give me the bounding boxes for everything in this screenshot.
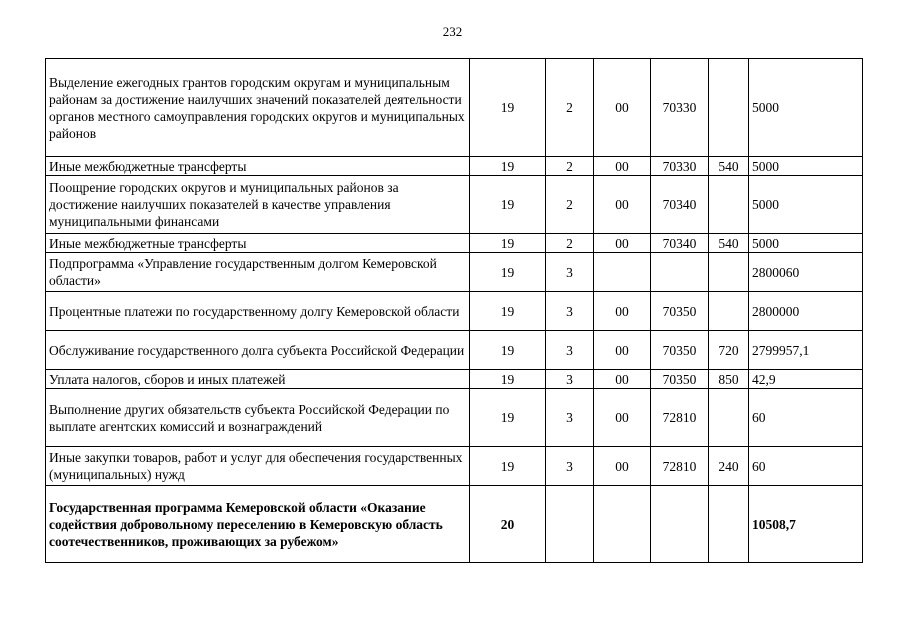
expense-type-code bbox=[709, 292, 749, 331]
table-row bbox=[46, 447, 863, 486]
amount: 2799957,1 bbox=[749, 331, 863, 370]
expense-type-code bbox=[709, 59, 749, 157]
table-row bbox=[46, 292, 863, 331]
subprogram-code: 2 bbox=[546, 59, 594, 157]
table-row bbox=[46, 59, 863, 157]
main-event-code bbox=[594, 486, 651, 563]
direction-code: 70330 bbox=[651, 157, 709, 176]
program-code: 19 bbox=[470, 253, 546, 292]
program-code: 19 bbox=[470, 59, 546, 157]
direction-code bbox=[651, 486, 709, 563]
table-row bbox=[46, 234, 863, 253]
row-name: Государственная программа Кемеровской области «Оказание содействия добровольному переселению в Кемеровскую область соотечественников, проживающих за рубежом» bbox=[46, 486, 470, 563]
amount: 2800000 bbox=[749, 292, 863, 331]
amount: 42,9 bbox=[749, 370, 863, 389]
amount: 10508,7 bbox=[749, 486, 863, 563]
table-row bbox=[46, 253, 863, 292]
subprogram-code bbox=[546, 486, 594, 563]
program-code: 19 bbox=[470, 234, 546, 253]
main-event-code: 00 bbox=[594, 370, 651, 389]
expense-type-code: 850 bbox=[709, 370, 749, 389]
amount: 5000 bbox=[749, 59, 863, 157]
direction-code: 70330 bbox=[651, 59, 709, 157]
subprogram-code: 3 bbox=[546, 370, 594, 389]
direction-code: 70350 bbox=[651, 370, 709, 389]
table-row bbox=[46, 389, 863, 447]
amount: 2800060 bbox=[749, 253, 863, 292]
main-event-code: 00 bbox=[594, 331, 651, 370]
row-name: Обслуживание государственного долга субъекта Российской Федерации bbox=[46, 331, 470, 370]
row-name: Процентные платежи по государственному долгу Кемеровской области bbox=[46, 292, 470, 331]
program-code: 19 bbox=[470, 389, 546, 447]
direction-code: 70350 bbox=[651, 331, 709, 370]
row-name: Иные закупки товаров, работ и услуг для обеспечения государственных (муниципальных) нужд bbox=[46, 447, 470, 486]
table-row bbox=[46, 331, 863, 370]
row-name: Иные межбюджетные трансферты bbox=[46, 157, 470, 176]
main-event-code: 00 bbox=[594, 447, 651, 486]
main-event-code: 00 bbox=[594, 59, 651, 157]
direction-code: 72810 bbox=[651, 389, 709, 447]
amount: 5000 bbox=[749, 157, 863, 176]
table-row bbox=[46, 370, 863, 389]
program-code: 19 bbox=[470, 370, 546, 389]
subprogram-code: 3 bbox=[546, 389, 594, 447]
program-code: 19 bbox=[470, 176, 546, 234]
expense-type-code bbox=[709, 253, 749, 292]
page-number: 232 bbox=[442, 24, 463, 39]
expense-type-code: 540 bbox=[709, 157, 749, 176]
subprogram-code: 3 bbox=[546, 253, 594, 292]
table-row bbox=[46, 157, 863, 176]
program-code: 20 bbox=[470, 486, 546, 563]
row-name: Поощрение городских округов и муниципальных районов за достижение наилучших показателей в качестве управления муниципальными финансами bbox=[46, 176, 470, 234]
direction-code: 70350 bbox=[651, 292, 709, 331]
subprogram-code: 2 bbox=[546, 176, 594, 234]
amount: 60 bbox=[749, 389, 863, 447]
direction-code: 72810 bbox=[651, 447, 709, 486]
expense-type-code bbox=[709, 389, 749, 447]
amount: 60 bbox=[749, 447, 863, 486]
direction-code bbox=[651, 253, 709, 292]
row-name: Выделение ежегодных грантов городским округам и муниципальным районам за достижение наилучших значений показателей деятельности органов местного самоуправления городских округов и муниципальных районов bbox=[46, 59, 470, 157]
expense-type-code: 240 bbox=[709, 447, 749, 486]
table-row bbox=[46, 176, 863, 234]
expense-type-code: 720 bbox=[709, 331, 749, 370]
program-code: 19 bbox=[470, 331, 546, 370]
main-event-code: 00 bbox=[594, 234, 651, 253]
subprogram-code: 3 bbox=[546, 292, 594, 331]
table-row bbox=[46, 486, 863, 563]
program-code: 19 bbox=[470, 292, 546, 331]
subprogram-code: 3 bbox=[546, 331, 594, 370]
row-name: Подпрограмма «Управление государственным долгом Кемеровской области» bbox=[46, 253, 470, 292]
direction-code: 70340 bbox=[651, 234, 709, 253]
main-event-code: 00 bbox=[594, 292, 651, 331]
subprogram-code: 3 bbox=[546, 447, 594, 486]
program-code: 19 bbox=[470, 447, 546, 486]
program-code: 19 bbox=[470, 157, 546, 176]
expense-type-code bbox=[709, 486, 749, 563]
expense-type-code: 540 bbox=[709, 234, 749, 253]
main-event-code: 00 bbox=[594, 176, 651, 234]
direction-code: 70340 bbox=[651, 176, 709, 234]
budget-table bbox=[45, 58, 863, 563]
expense-type-code bbox=[709, 176, 749, 234]
amount: 5000 bbox=[749, 234, 863, 253]
main-event-code: 00 bbox=[594, 389, 651, 447]
row-name: Уплата налогов, сборов и иных платежей bbox=[46, 370, 470, 389]
amount: 5000 bbox=[749, 176, 863, 234]
subprogram-code: 2 bbox=[546, 234, 594, 253]
row-name: Выполнение других обязательств субъекта Российской Федерации по выплате агентских комиссий и вознаграждений bbox=[46, 389, 470, 447]
main-event-code: 00 bbox=[594, 157, 651, 176]
row-name: Иные межбюджетные трансферты bbox=[46, 234, 470, 253]
main-event-code bbox=[594, 253, 651, 292]
subprogram-code: 2 bbox=[546, 157, 594, 176]
